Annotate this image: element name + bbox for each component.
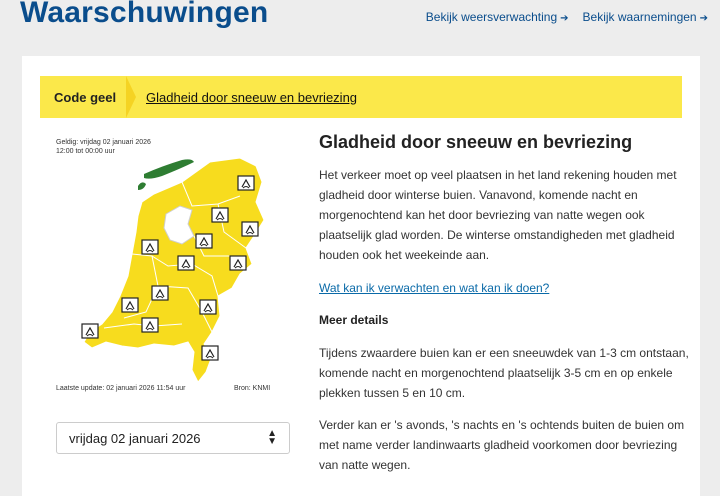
observations-link[interactable] bbox=[583, 10, 708, 24]
header-links bbox=[426, 10, 708, 24]
details-title: Gladheid door sneeuw en bevriezing bbox=[319, 132, 633, 152]
slippery-road-icon bbox=[202, 346, 218, 360]
map-valid-time: 12:00 tot 00:00 uur bbox=[56, 148, 115, 155]
map-source: Bron: KNMI bbox=[234, 385, 271, 392]
date-select-value: vrijdag 02 januari 2026 bbox=[69, 430, 201, 446]
texel-island bbox=[138, 182, 146, 190]
slippery-road-icon bbox=[242, 222, 258, 236]
page-title: Waarschuwingen bbox=[20, 0, 269, 29]
warning-title-link[interactable]: Gladheid door sneeuw en bevriezing bbox=[146, 89, 358, 105]
wadden-islands bbox=[144, 159, 194, 178]
slippery-road-icon bbox=[212, 208, 228, 222]
forecast-link[interactable] bbox=[426, 10, 569, 24]
slippery-road-icon bbox=[200, 300, 216, 314]
slippery-road-icon bbox=[238, 176, 254, 190]
slippery-road-icon bbox=[142, 318, 158, 332]
date-select[interactable] bbox=[56, 422, 290, 454]
slippery-road-icon bbox=[196, 234, 212, 248]
warning-map[interactable] bbox=[42, 136, 272, 406]
select-arrows-icon: ▲ ▼ bbox=[267, 428, 277, 447]
slippery-road-icon bbox=[230, 256, 246, 270]
details-intro: Het verkeer moet op veel plaatsen in het land rekening houden met gladheid door winterse buien. Vanavond, komende nacht en morgenochtend kan het door bevriezing van natte wegen ook plaatselijk glad worden. De winterse omstandigheden met gladheid houden ook het weekeinde aan. bbox=[319, 168, 677, 262]
slippery-road-icon bbox=[82, 324, 98, 338]
what-to-expect-link[interactable]: Wat kan ik verwachten en wat kan ik doen? bbox=[319, 281, 550, 295]
details-paragraph-1: Tijdens zwaardere buien kan er een sneeuwdek van 1-3 cm ontstaan, komende nacht en morgenochtend plaatselijk 3-5 cm en op enkele plekken tussen 5 en 10 cm. bbox=[319, 346, 689, 400]
slippery-road-icon bbox=[178, 256, 194, 270]
warning-details bbox=[319, 132, 689, 475]
warning-card bbox=[22, 56, 700, 496]
details-heading: Meer details bbox=[319, 313, 389, 327]
map-last-update: Laatste update: 02 januari 2026 11:54 uur bbox=[56, 385, 186, 392]
details-paragraph-2: Verder kan er 's avonds, 's nachts en 's ochtends buiten de buien om met name verder landinwaarts gladheid voorkomen door bevriezing van natte wegen. bbox=[319, 418, 685, 472]
slippery-road-icon bbox=[142, 240, 158, 254]
warning-code-label: Code geel bbox=[54, 89, 117, 105]
netherlands-map bbox=[42, 136, 272, 406]
map-valid-label: Geldig: vrijdag 02 januari 2026 bbox=[56, 139, 151, 146]
banner-divider bbox=[126, 76, 138, 118]
slippery-road-icon bbox=[122, 298, 138, 312]
arrow-right-icon: ➔ bbox=[699, 13, 708, 24]
warning-banner bbox=[40, 76, 682, 118]
observations-link-label: Bekijk waarnemingen bbox=[582, 10, 697, 24]
slippery-road-icon bbox=[152, 286, 168, 300]
forecast-link-label: Bekijk weersverwachting bbox=[425, 10, 558, 24]
arrow-right-icon: ➔ bbox=[560, 13, 569, 24]
